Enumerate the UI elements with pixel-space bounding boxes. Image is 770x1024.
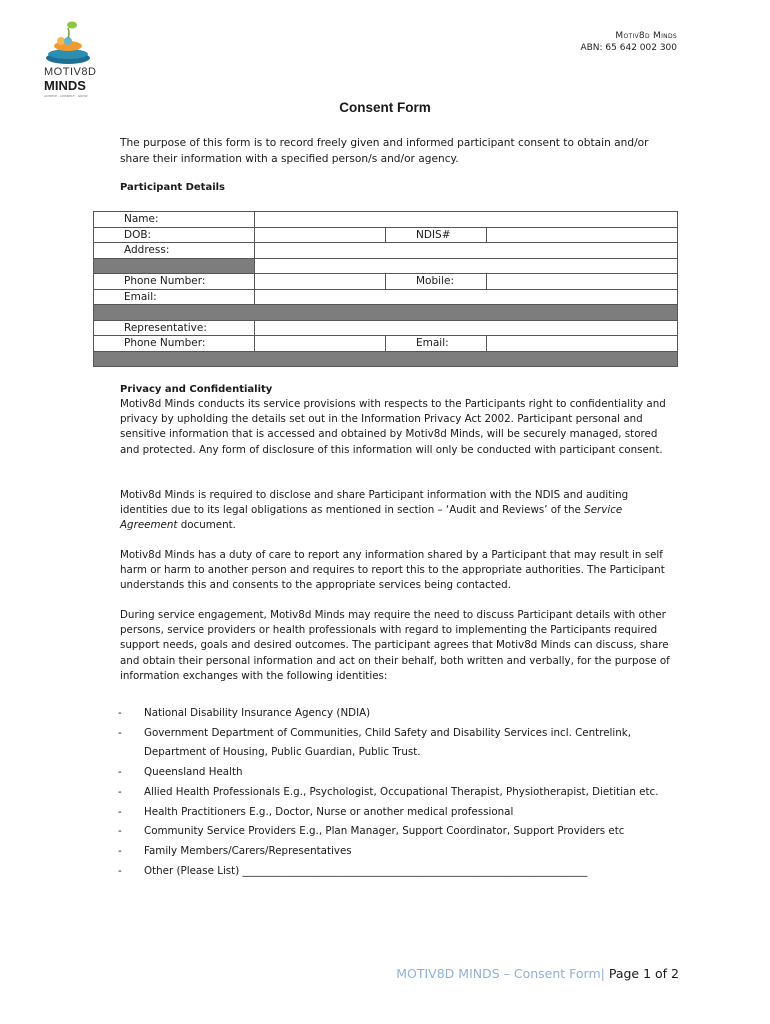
bullet-dash: - xyxy=(118,825,122,838)
identity-text: Queensland Health xyxy=(144,766,243,779)
footer-brand: MOTIV8D MINDS – Consent Form xyxy=(396,966,601,981)
bullet-dash: - xyxy=(118,766,122,779)
participant-details-heading: Participant Details xyxy=(120,182,226,193)
shaded-divider xyxy=(94,305,678,321)
ndis-field[interactable] xyxy=(487,227,678,243)
list-item xyxy=(118,803,678,823)
page-footer xyxy=(396,966,679,981)
email-field[interactable] xyxy=(255,289,678,305)
bullet-dash: - xyxy=(118,844,122,857)
table-row xyxy=(94,320,678,336)
table-row xyxy=(94,336,678,352)
dob-field[interactable] xyxy=(255,227,386,243)
mobile-field[interactable] xyxy=(487,274,678,290)
participant-details-table xyxy=(93,211,678,367)
phone-label: Phone Number: xyxy=(94,274,255,290)
privacy-paragraph-3 xyxy=(120,548,678,594)
list-item xyxy=(118,822,678,842)
address-label: Address: xyxy=(94,243,255,259)
privacy-text-2 xyxy=(120,488,678,534)
logo-tagline: ACHIEVE - CONNECT - GROW xyxy=(44,94,88,98)
representative-field[interactable] xyxy=(255,320,678,336)
privacy-text-3: Motiv8d Minds has a duty of care to report any information shared by a Participant that may result in self harm or harm to another person and requires to report this to the appropriate authorities. The Participant understands this and consents to the appropriate services being contacted. xyxy=(120,549,665,592)
bullet-dash: - xyxy=(118,785,122,798)
address-field-line2[interactable] xyxy=(255,258,678,274)
identity-text: National Disability Insurance Agency (NDIA) xyxy=(144,707,371,719)
privacy-text-2-pre: Motiv8d Minds is required to disclose and share Participant information with the NDIS and auditing identities due to its legal obligations as mentioned in section – ‘Audit and Reviews’ of the xyxy=(120,489,629,517)
name-field[interactable] xyxy=(255,212,678,228)
page-title: Consent Form xyxy=(339,100,431,115)
table-row xyxy=(94,289,678,305)
identity-text: Family Members/Carers/Representatives xyxy=(144,844,352,857)
privacy-text-2-post: document. xyxy=(177,519,236,532)
phone-field[interactable] xyxy=(255,274,386,290)
list-item xyxy=(118,724,678,763)
identity-text: Community Service Providers E.g., Plan Manager, Support Coordinator, Support Providers etc xyxy=(144,825,625,838)
logo-wordmark-line2: MINDS xyxy=(44,78,86,93)
page-number: Page 1 of 2 xyxy=(608,966,679,981)
privacy-heading: Privacy and Confidentiality xyxy=(120,384,273,395)
identity-text: Government Department of Communities, Child Safety and Disability Services incl. Centrelink, Department of Housing, Public Guardian, Public Trust. xyxy=(144,726,632,759)
table-row-divider xyxy=(94,351,678,367)
logo-wordmark-line1: MOTIV8D xyxy=(44,66,97,78)
bullet-dash: - xyxy=(118,864,122,877)
list-item xyxy=(118,842,678,862)
identities-list xyxy=(118,704,678,881)
table-row xyxy=(94,258,678,274)
representative-label: Representative: xyxy=(94,320,255,336)
table-row-divider xyxy=(94,305,678,321)
org-abn: ABN: 65 642 002 300 xyxy=(580,43,677,53)
rep-phone-label: Phone Number: xyxy=(94,336,255,352)
list-item xyxy=(118,704,678,724)
list-item xyxy=(118,783,678,803)
table-row xyxy=(94,227,678,243)
org-block xyxy=(580,30,677,54)
bullet-dash: - xyxy=(118,707,122,719)
dob-label: DOB: xyxy=(94,227,255,243)
org-name: Motiv8d Minds xyxy=(615,31,677,41)
table-row xyxy=(94,212,678,228)
privacy-text-4: During service engagement, Motiv8d Minds may require the need to discuss Participant details with other persons, service providers or health professionals with regard to implementing the Participants required support needs, goals and desired outcomes. The participant agrees that Motiv8d Minds can discuss, share and obtain their personal information and act on their behalf, both written and verbally, for the purpose of information exchanges with the following identities: xyxy=(120,609,670,682)
identity-text-other[interactable]: Other (Please List) ___________________________________________________________________ xyxy=(144,864,588,877)
list-item xyxy=(118,763,678,783)
ndis-label: NDIS# xyxy=(386,227,487,243)
shaded-cell xyxy=(94,258,255,274)
list-item xyxy=(118,862,678,882)
service-agreement-ref: Service Agreement xyxy=(120,504,623,532)
identity-text: Allied Health Professionals E.g., Psychologist, Occupational Therapist, Physiotherapist, Dietitian etc. xyxy=(144,785,659,798)
address-field[interactable] xyxy=(255,243,678,259)
privacy-text-1: Motiv8d Minds conducts its service provisions with respects to the Participants right to confidentiality and privacy by upholding the details set out in the Information Privacy Act 2002. Participant personal and sensitive information that is accessed and obtained by Motiv8d Minds, will be securely managed, stored and protected. Any form of disclosure of this information will only be conducted with participant consent. xyxy=(120,398,666,456)
rep-email-label: Email: xyxy=(386,336,487,352)
footer-separator: | xyxy=(600,966,605,981)
email-label: Email: xyxy=(94,289,255,305)
bullet-dash: - xyxy=(118,726,122,739)
identity-text: Health Practitioners E.g., Doctor, Nurse or another medical professional xyxy=(144,805,514,818)
privacy-paragraph-1 xyxy=(120,397,678,458)
table-row xyxy=(94,274,678,290)
name-label: Name: xyxy=(94,212,255,228)
bullet-dash: - xyxy=(118,805,122,818)
privacy-paragraph-4 xyxy=(120,608,678,684)
table-row xyxy=(94,243,678,259)
purpose-paragraph: The purpose of this form is to record freely given and informed participant consent to obtain and/or share their information with a specified person/s and/or agency. xyxy=(120,137,649,165)
privacy-paragraph-2 xyxy=(120,488,678,534)
shaded-divider xyxy=(94,351,678,367)
rep-email-field[interactable] xyxy=(487,336,678,352)
mobile-label: Mobile: xyxy=(386,274,487,290)
rep-phone-field[interactable] xyxy=(255,336,386,352)
